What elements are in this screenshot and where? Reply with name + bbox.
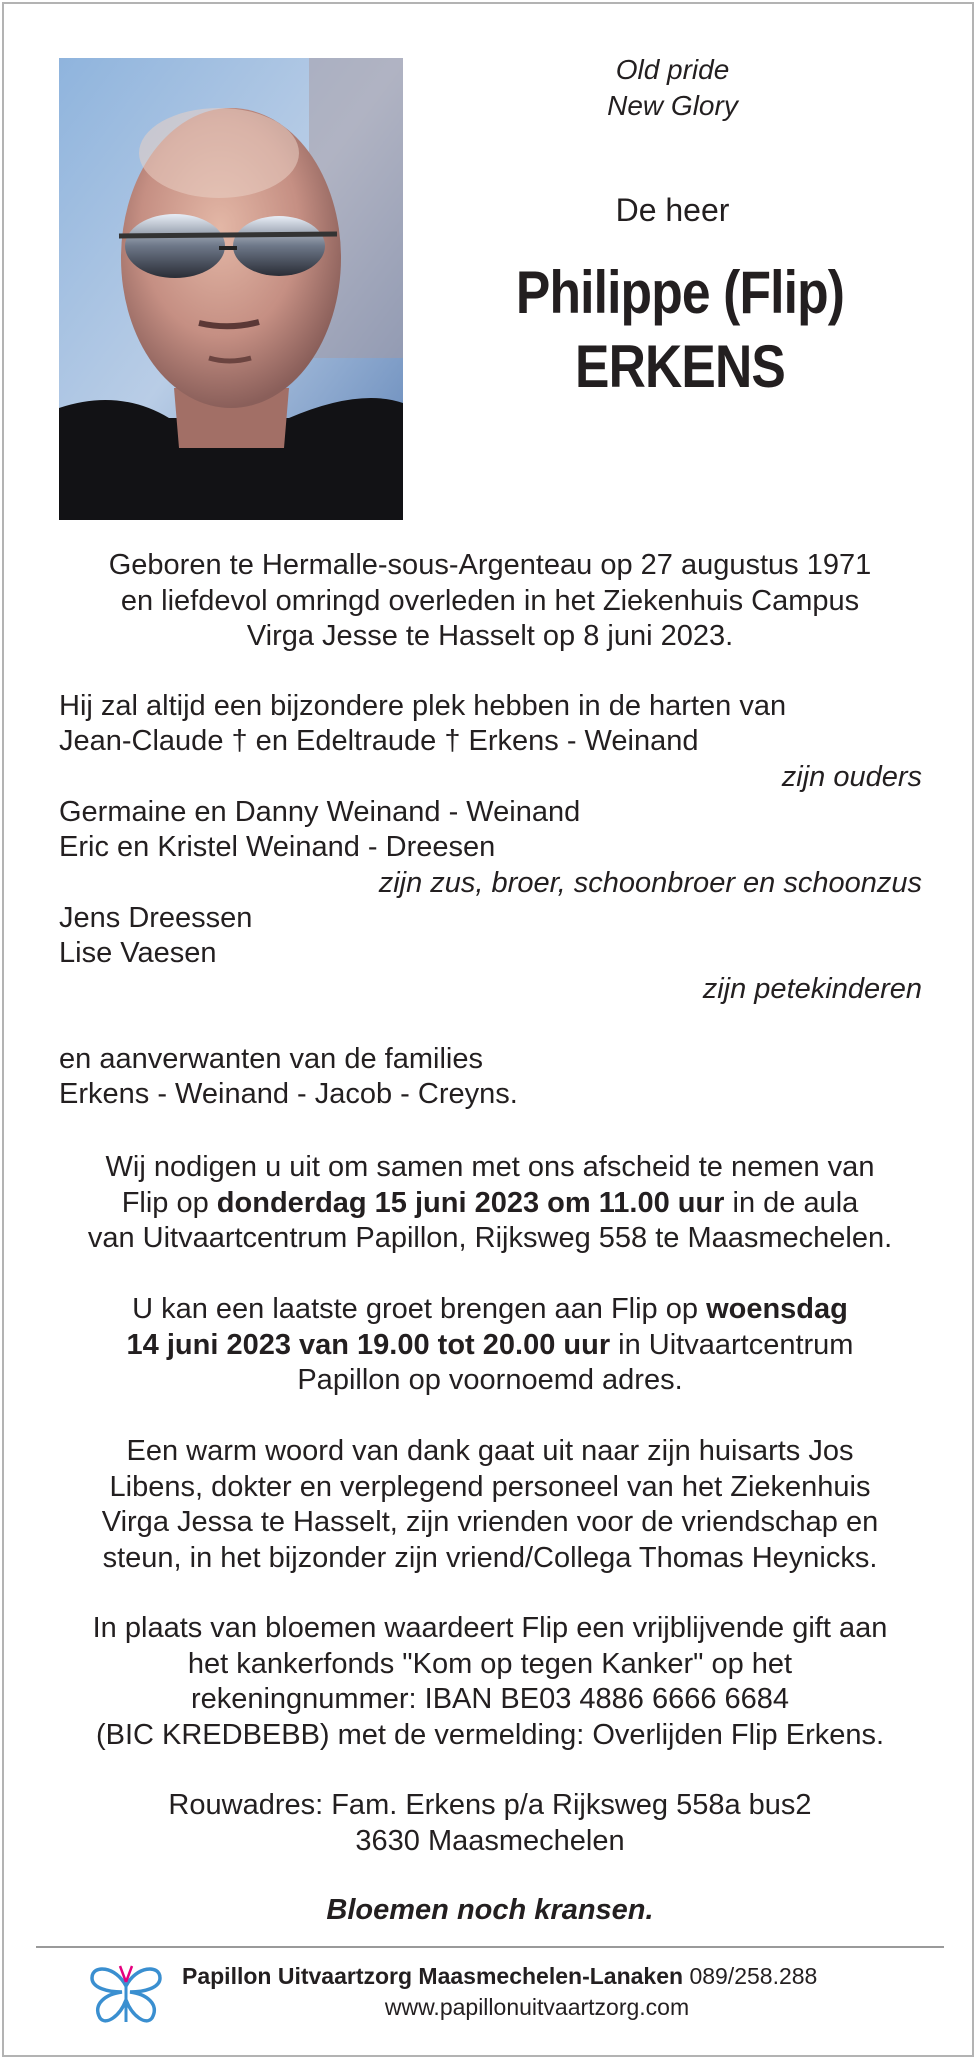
deceased-name [482, 256, 878, 404]
name-line-1: Philippe (Flip) [515, 259, 845, 326]
godchild-1: Jens Dreessen [59, 902, 253, 934]
donation-line-4: (BIC KREDBEBB) met de vermelding: Overlijden Flip Erkens. [95, 1718, 885, 1751]
sibling-1: Germaine en Danny Weinand - Weinand [59, 796, 581, 828]
donation-line-1: In plaats van bloemen waardeert Flip een vrijblijvende gift aan [92, 1612, 888, 1644]
motto-line-2: New Glory [607, 90, 738, 121]
butterfly-logo-icon [86, 1960, 166, 2028]
footer-company-line [182, 1963, 817, 1990]
visitation-line-3: Papillon op voornoemd adres. [297, 1364, 683, 1396]
relatives-line-2: Erkens - Weinand - Jacob - Creyns. [59, 1078, 518, 1110]
ceremony-paragraph [55, 1150, 925, 1257]
name-line-2: ERKENS [575, 333, 785, 400]
visitation-day: woensdag [706, 1293, 848, 1325]
motto [520, 52, 825, 124]
address-line-1: Rouwadres: Fam. Erkens p/a Rijksweg 558a bus2 [168, 1789, 812, 1821]
footer-phone[interactable]: 089/258.288 [689, 1963, 818, 1989]
visitation-paragraph [55, 1292, 925, 1399]
visitation-date: 14 juni 2023 van 19.00 tot 20.00 uur [126, 1328, 611, 1361]
visitation-line-2 [55, 1328, 925, 1364]
footer-company: Papillon Uitvaartzorg Maasmechelen-Lanaken [182, 1963, 684, 1989]
ceremony-text: Flip op [121, 1186, 217, 1219]
motto-line-1: Old pride [615, 54, 730, 85]
visitation-line-1 [55, 1292, 925, 1328]
salutation: De heer [615, 192, 730, 228]
visitation-text: U kan een laatste groet brengen aan Flip op [132, 1293, 707, 1325]
birth-line-1: Geboren te Hermalle-sous-Argenteau op 27 augustus 1971 [108, 549, 872, 581]
birth-death-paragraph [55, 548, 925, 655]
birth-line-2: en liefdevol omringd overleden in het Ziekenhuis Campus [120, 584, 860, 617]
siblings-role: zijn zus, broer, schoonbroer en schoonzus [378, 867, 922, 899]
godchild-2: Lise Vaesen [59, 937, 217, 969]
ceremony-line-1: Wij nodigen u uit om samen met ons afscheid te nemen van [105, 1151, 875, 1183]
ceremony-text-post: in de aula [724, 1186, 859, 1219]
family-intro: Hij zal altijd een bijzondere plek hebben in de harten van [59, 690, 787, 722]
parents-role: zijn ouders [781, 761, 922, 793]
godchildren-role: zijn petekinderen [702, 973, 922, 1005]
thanks-line-3: Virga Jessa te Hasselt, zijn vrienden voor de vriendschap en [101, 1506, 879, 1538]
ceremony-date: donderdag 15 juni 2023 om 11.00 uur [216, 1186, 725, 1219]
address-line-2: 3630 Maasmechelen [355, 1824, 625, 1857]
donation-line-2: het kankerfonds "Kom op tegen Kanker" op het [187, 1647, 793, 1680]
portrait-photo [59, 58, 403, 520]
thanks-paragraph [55, 1434, 925, 1576]
donation-paragraph [55, 1611, 925, 1753]
donation-line-3: rekeningnummer: IBAN BE03 4886 6666 6684 [190, 1683, 790, 1715]
thanks-line-1: Een warm woord van dank gaat uit naar zijn huisarts Jos [126, 1435, 854, 1467]
ceremony-line-3: van Uitvaartcentrum Papillon, Rijksweg 558 te Maasmechelen. [87, 1222, 893, 1254]
footer-website[interactable]: www.papillonuitvaartzorg.com [384, 1994, 690, 2020]
visitation-text-post: in Uitvaartcentrum [610, 1328, 854, 1361]
ceremony-line-2 [55, 1186, 925, 1222]
closing-note: Bloemen noch kransen. [326, 1894, 654, 1926]
relatives-line-1: en aanverwanten van de families [59, 1043, 483, 1075]
footer-divider [36, 1946, 944, 1948]
thanks-line-4: steun, in het bijzonder zijn vriend/Collega Thomas Heynicks. [102, 1541, 878, 1574]
parents-names: Jean-Claude † en Edeltraude † Erkens - Weinand [59, 725, 699, 757]
birth-line-3: Virga Jesse te Hasselt op 8 juni 2023. [246, 620, 734, 652]
thanks-line-2: Libens, dokter en verplegend personeel van het Ziekenhuis [109, 1470, 871, 1503]
mourning-address [55, 1788, 925, 1859]
sibling-2: Eric en Kristel Weinand - Dreesen [59, 831, 496, 863]
